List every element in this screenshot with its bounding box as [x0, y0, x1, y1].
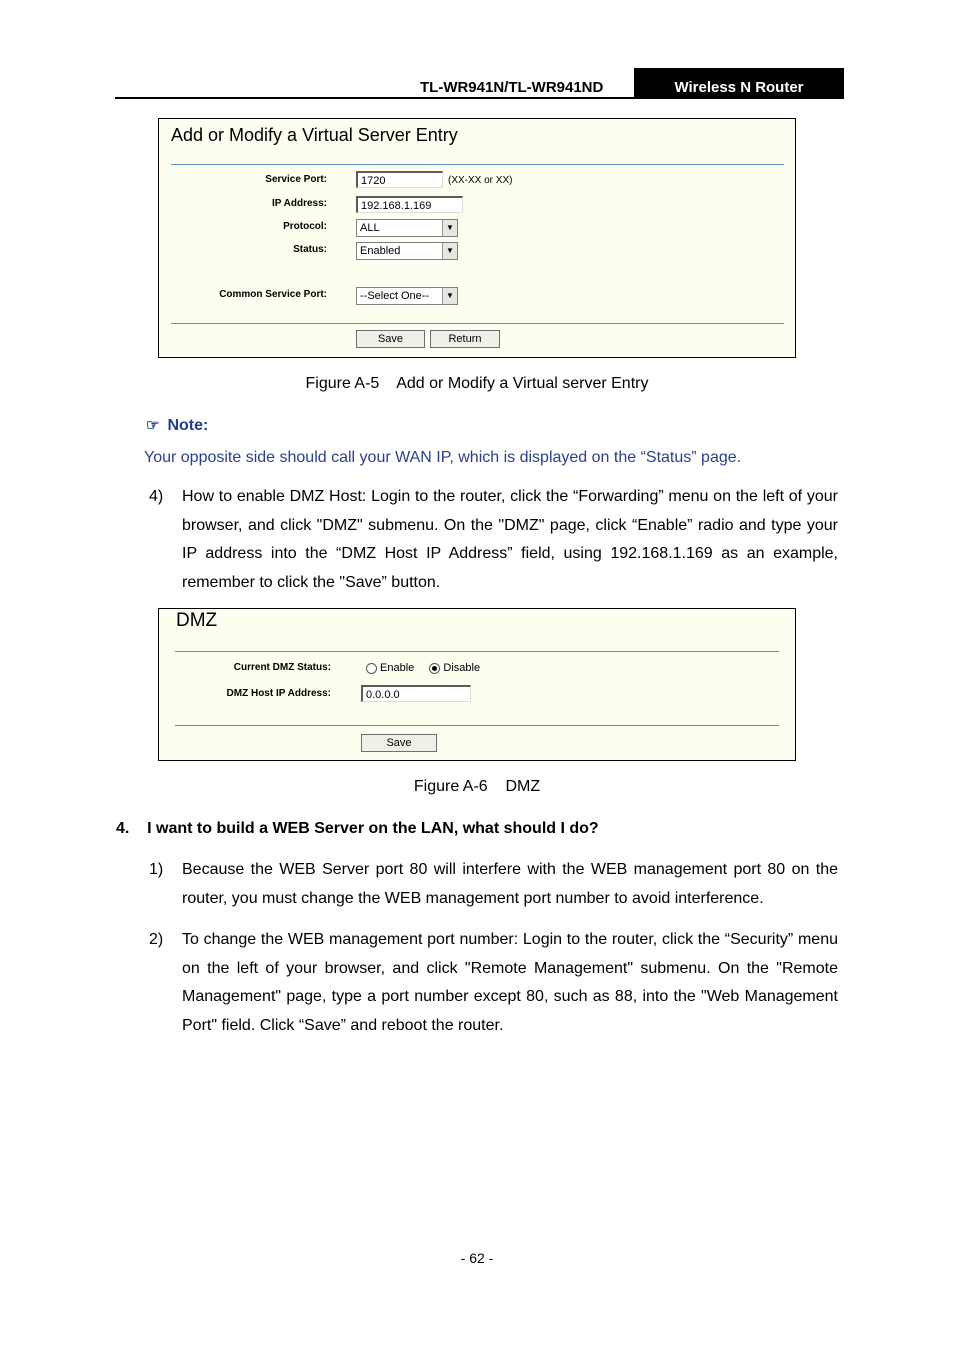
panel-title: Add or Modify a Virtual Server Entry — [171, 125, 458, 145]
disable-radio[interactable] — [429, 663, 440, 674]
question-heading: 4. I want to build a WEB Server on the LAN, what should I do? — [116, 820, 599, 837]
step-number: 4) — [149, 488, 164, 505]
virtual-server-panel — [158, 118, 796, 358]
answer-text: Because the WEB Server port 80 will interfere with the WEB management port 80 on the router, you must change the WEB management port number to avoid interference. — [182, 861, 838, 907]
common-service-port-label: Common Service Port: — [219, 289, 327, 300]
step-text: How to enable DMZ Host: Login to the router, click the “Forwarding” menu on the left of your browser, and click "DMZ" submenu. On the "DMZ" page, click “Enable” radio and type your IP address into the “DMZ Host IP Address” field, using 192.168.1.169 as an example, remember to click the "Save” button. — [182, 488, 838, 592]
note-text: Your opposite side should call your WAN IP, which is displayed on the “Status” page. — [144, 449, 742, 466]
chevron-down-icon[interactable]: ▼ — [442, 243, 457, 259]
save-button[interactable]: Save — [361, 734, 437, 752]
answer-number: 1) — [149, 861, 164, 878]
return-button[interactable]: Return — [430, 330, 500, 348]
footer-divider — [171, 323, 784, 324]
chevron-down-icon[interactable]: ▼ — [442, 288, 457, 304]
status-select[interactable] — [356, 242, 458, 260]
save-button[interactable]: Save — [356, 330, 425, 348]
figure-a5-caption: Figure A-5 Add or Modify a Virtual server Entry — [305, 375, 649, 392]
protocol-select[interactable] — [356, 219, 458, 237]
disable-label: Disable — [443, 662, 481, 674]
ip-address-input[interactable]: 192.168.1.169 — [356, 196, 463, 213]
dmz-status-radios — [366, 662, 480, 674]
panel-title: DMZ — [176, 610, 218, 631]
answer-number: 2) — [149, 931, 164, 948]
status-value: Enabled — [360, 245, 401, 257]
footer-divider — [175, 725, 779, 726]
service-port-label: Service Port: — [265, 174, 327, 185]
title-divider — [171, 164, 784, 165]
dmz-host-label: DMZ Host IP Address: — [226, 688, 331, 699]
product-banner: Wireless N Router — [634, 68, 844, 99]
ip-address-label: IP Address: — [271, 198, 327, 209]
dmz-panel — [158, 608, 796, 761]
note-heading — [146, 416, 208, 435]
service-port-input[interactable]: 1720 — [356, 171, 443, 188]
enable-radio[interactable] — [366, 663, 377, 674]
enable-label: Enable — [380, 662, 415, 674]
chevron-down-icon[interactable]: ▼ — [442, 220, 457, 236]
service-port-hint: (XX-XX or XX) — [448, 175, 513, 186]
answer-text: To change the WEB management port number: Login to the router, click the “Security” menu on the left of your browser, and click "Remote Management" submenu. On the "Remote Management" page, type a port number except 80, such as 88, into the "Web Management Port" field. Click “Save” and reboot the router. — [182, 931, 838, 1035]
page-number: - 62 - — [460, 1250, 494, 1266]
common-service-port-value: --Select One-- — [360, 290, 430, 302]
protocol-value: ALL — [360, 222, 380, 234]
header-rule — [115, 97, 844, 99]
status-label: Status: — [293, 244, 327, 255]
dmz-status-label: Current DMZ Status: — [233, 662, 331, 673]
common-service-port-select[interactable] — [356, 287, 458, 305]
title-divider — [175, 651, 779, 652]
pointing-hand-icon: ☞ — [146, 417, 160, 434]
dmz-host-input[interactable]: 0.0.0.0 — [361, 685, 471, 702]
document-model: TL-WR941N/TL-WR941ND — [420, 79, 604, 96]
note-label: Note: — [167, 417, 209, 434]
protocol-label: Protocol: — [283, 221, 327, 232]
figure-a6-caption: Figure A-6 DMZ — [413, 778, 541, 795]
